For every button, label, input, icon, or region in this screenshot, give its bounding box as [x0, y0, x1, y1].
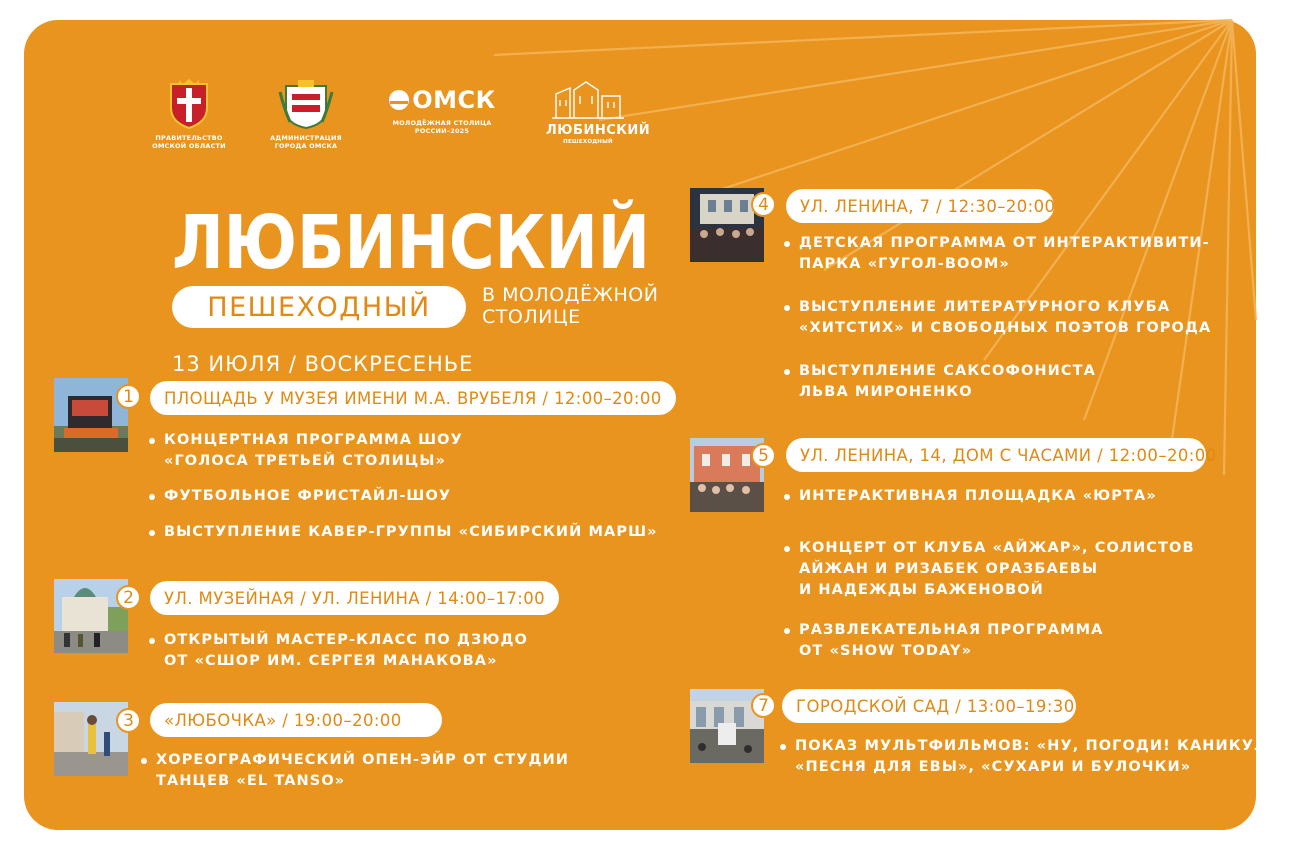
- item-line: «ГОЛОСА ТРЕТЬЕЙ СТОЛИЦЫ»: [164, 453, 446, 469]
- item-line: ИНТЕРАКТИВНАЯ ПЛОЩАДКА «ЮРТА»: [799, 488, 1157, 504]
- item-line: ОТ «СШОР ИМ. СЕРГЕЯ МАНАКОВА»: [164, 653, 498, 669]
- poster: [24, 20, 1300, 830]
- item-line: «ПЕСНЯ ДЛЯ ЕВЫ», «СУХАРИ И БУЛОЧКИ»: [795, 759, 1192, 775]
- lubinsky-caption: ПЕШЕХОДНЫЙ: [563, 139, 613, 145]
- item-line: ОТКРЫТЫЙ МАСТЕР-КЛАСС ПО ДЗЮДО: [164, 632, 528, 648]
- building-sketch-icon: [550, 76, 626, 120]
- coat-of-arms-icon: [167, 78, 211, 130]
- item-line: ОТ «SHOW TODAY»: [799, 643, 973, 659]
- bullet-icon: [784, 546, 790, 552]
- bullet-icon: [149, 438, 155, 444]
- sun-logo-icon: [388, 89, 410, 111]
- bullet-icon: [784, 241, 790, 247]
- main-title: [172, 198, 740, 286]
- section-5-item-3: [784, 620, 1103, 662]
- logo-caption-region: ПРАВИТЕЛЬСТВО ОМСКОЙ ОБЛАСТИ: [152, 134, 226, 150]
- section-1-location-pill: ПЛОЩАДЬ У МУЗЕЯ ИМЕНИ М.А. ВРУБЕЛЯ / 12:00–20:00: [150, 381, 676, 415]
- item-line: ВЫСТУПЛЕНИЕ КАВЕР-ГРУППЫ «СИБИРСКИЙ МАРШ»: [164, 524, 658, 540]
- omsk-caption: МОЛОДЁЖНАЯ СТОЛИЦА РОССИИ–2025: [392, 119, 492, 135]
- bullet-icon: [141, 758, 147, 764]
- item-line: ТАНЦЕВ «EL TANSO»: [156, 773, 346, 789]
- bullet-icon: [784, 305, 790, 311]
- section-7-item-1: [780, 736, 1300, 778]
- logo-omsk-city: [264, 78, 348, 150]
- item-line: «ХИТСТИХ» И СВОБОДНЫХ ПОЭТОВ ГОРОДА: [799, 320, 1212, 336]
- section-4-number-badge: 4: [751, 192, 776, 217]
- item-line: КОНЦЕРТ ОТ КЛУБА «АЙЖАР», СОЛИСТОВ: [799, 540, 1195, 556]
- section-4-item-1: [784, 233, 1210, 275]
- section-5-item-1: [784, 486, 1157, 507]
- event-date: 13 ИЮЛЯ / ВОСКРЕСЕНЬЕ: [172, 352, 474, 376]
- item-line: ВЫСТУПЛЕНИЕ САКСОФОНИСТА: [799, 363, 1096, 379]
- logo-omsk-youth-capital: [392, 86, 496, 135]
- main-title-text: ЛЮБИНСКИЙ: [172, 200, 740, 286]
- bullet-icon: [784, 494, 790, 500]
- section-4-item-3: [784, 361, 1096, 403]
- section-7-number-badge: 7: [751, 693, 776, 718]
- section-4-item-2: [784, 297, 1211, 339]
- section-7-location-pill: ГОРОДСКОЙ САД / 13:00–19:30: [782, 689, 1076, 723]
- section-1-item-1: [149, 430, 463, 472]
- section-2-location-pill: УЛ. МУЗЕЙНАЯ / УЛ. ЛЕНИНА / 14:00–17:00: [150, 581, 559, 615]
- city-coat-of-arms-icon: [280, 78, 332, 130]
- bullet-icon: [149, 494, 155, 500]
- item-line: ПАРКА «ГУГОЛ-BOOM»: [799, 256, 1010, 272]
- item-line: ВЫСТУПЛЕНИЕ ЛИТЕРАТУРНОГО КЛУБА: [799, 299, 1171, 315]
- section-3-number-badge: 3: [116, 708, 141, 733]
- logo-caption-city: АДМИНИСТРАЦИЯ ГОРОДА ОМСКА: [270, 134, 342, 150]
- lubinsky-wordmark: ЛЮБИНСКИЙ: [546, 123, 651, 138]
- section-4-location-pill: УЛ. ЛЕНИНА, 7 / 12:30–20:00: [786, 189, 1054, 223]
- section-2-item-1: [149, 630, 528, 672]
- section-3-item-1: [141, 750, 569, 792]
- section-1-item-2: [149, 486, 451, 507]
- section-5-item-2: [784, 538, 1195, 601]
- bullet-icon: [149, 530, 155, 536]
- bullet-icon: [784, 369, 790, 375]
- omsk-wordmark: ОМСК: [412, 86, 496, 114]
- section-1-item-3: [149, 522, 658, 543]
- item-line: ДЕТСКАЯ ПРОГРАММА ОТ ИНТЕРАКТИВИТИ-: [799, 235, 1210, 251]
- subtitle-side-line1: В МОЛОДЁЖНОЙ: [482, 284, 659, 306]
- subtitle-side: [482, 284, 658, 328]
- logo-lubinsky: [546, 76, 651, 146]
- item-line: ЛЬВА МИРОНЕНКО: [799, 384, 973, 400]
- item-line: КОНЦЕРТНАЯ ПРОГРАММА ШОУ: [164, 432, 463, 448]
- item-line: ХОРЕОГРАФИЧЕСКИЙ ОПЕН-ЭЙР ОТ СТУДИИ: [156, 752, 570, 768]
- item-line: РАЗВЛЕКАТЕЛЬНАЯ ПРОГРАММА: [799, 622, 1104, 638]
- subtitle-side-line2: СТОЛИЦЕ: [482, 306, 581, 328]
- section-5-location-pill: УЛ. ЛЕНИНА, 14, ДОМ С ЧАСАМИ / 12:00–20:00: [786, 438, 1206, 472]
- bullet-icon: [149, 638, 155, 644]
- bullet-icon: [780, 744, 786, 750]
- item-line: ФУТБОЛЬНОЕ ФРИСТАЙЛ-ШОУ: [164, 488, 452, 504]
- item-line: И НАДЕЖДЫ БАЖЕНОВОЙ: [799, 582, 1044, 598]
- item-line: ПОКАЗ МУЛЬТФИЛЬМОВ: «НУ, ПОГОДИ! КАНИКУЛЫ»,: [795, 738, 1300, 754]
- section-5-number-badge: 5: [751, 443, 776, 468]
- section-3-location-pill: «ЛЮБОЧКА» / 19:00–20:00: [150, 703, 442, 737]
- section-2-number-badge: 2: [116, 585, 141, 610]
- logo-omsk-region: [152, 78, 226, 150]
- section-1-number-badge: 1: [116, 384, 141, 409]
- item-line: АЙЖАН И РИЗАБЕК ОРАЗБАЕВЫ: [799, 561, 1099, 577]
- subtitle-pill: ПЕШЕХОДНЫЙ: [172, 286, 466, 328]
- bullet-icon: [784, 628, 790, 634]
